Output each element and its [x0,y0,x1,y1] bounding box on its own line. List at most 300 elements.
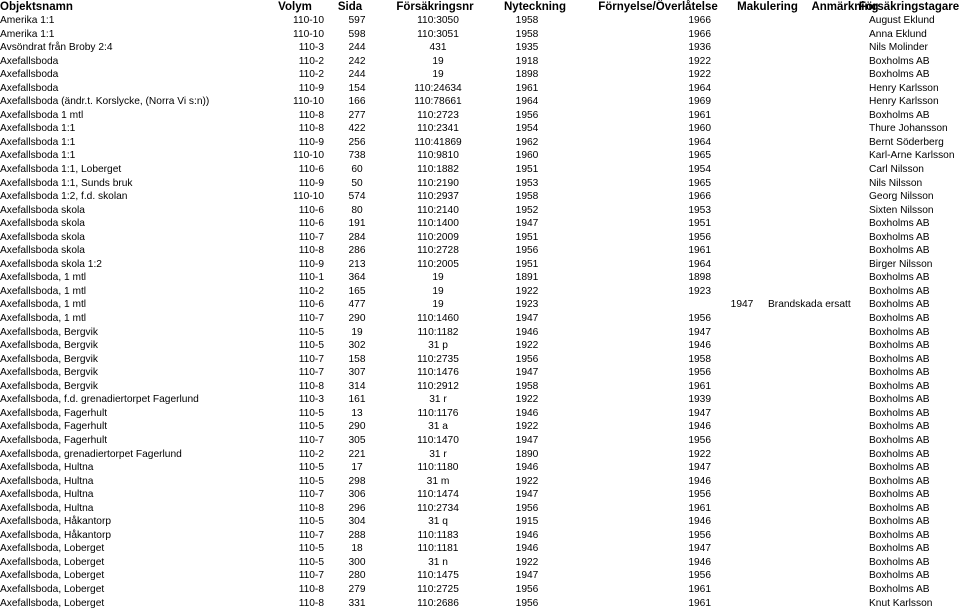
cell-fornyelse: 1947 [688,326,711,338]
cell-forsakringstagare: Boxholms AB [869,313,930,325]
cell-forsakringstagare: Henry Karlsson [869,96,939,108]
cell-fornyelse: 1954 [688,164,711,176]
cell-volym: 110-6 [298,204,324,216]
table-row [0,529,960,543]
table-row [0,556,960,570]
cell-sida: 280 [348,570,366,582]
cell-objektsnamn: Amerika 1:1 [0,15,55,26]
cell-fornyelse: 1956 [688,231,711,243]
cell-nyteckning: 1898 [515,69,539,81]
cell-objektsnamn: Axefallsboda 1:1 [0,150,76,162]
cell-nyteckning: 1891 [515,272,539,284]
cell-forsakringstagare: August Eklund [869,15,935,26]
cell-volym: 110-8 [298,502,324,514]
cell-volym: 110-9 [298,82,324,94]
cell-nyteckning: 1947 [515,489,539,501]
cell-sida: 298 [348,475,366,487]
cell-forsakringstagare: Boxholms AB [869,69,930,81]
cell-nyteckning: 1958 [515,28,539,40]
cell-forsakringstagare: Boxholms AB [869,502,930,514]
cell-forsakringsnr: 31 p [428,340,448,352]
cell-nyteckning: 1946 [515,529,539,541]
table-row [0,28,960,42]
column-header-forsakringsnr: Försäkringsnr [396,1,474,13]
table-row [0,285,960,299]
cell-objektsnamn: Axefallsboda skola [0,218,85,230]
cell-volym: 110-9 [298,258,324,270]
cell-sida: 165 [348,285,366,297]
cell-objektsnamn: Axefallsboda, Loberget [0,570,105,582]
cell-fornyelse: 1961 [688,380,711,392]
cell-forsakringsnr: 110:1476 [417,367,459,379]
cell-nyteckning: 1947 [515,218,539,230]
column-header-nyteckning: Nyteckning [504,1,566,13]
cell-forsakringstagare: Boxholms AB [869,394,930,406]
cell-fornyelse: 1922 [688,55,711,67]
cell-forsakringstagare: Boxholms AB [869,380,930,392]
cell-forsakringsnr: 110:78661 [414,96,462,108]
header-row [0,0,960,14]
column-header-forsakringstagare: Försäkringstagare [858,1,960,13]
cell-objektsnamn: Axefallsboda, Fagerhult [0,434,108,446]
cell-nyteckning: 1890 [515,448,539,460]
cell-sida: 80 [351,204,363,216]
cell-forsakringstagare: Boxholms AB [869,285,930,297]
cell-forsakringstagare: Boxholms AB [869,556,930,568]
cell-nyteckning: 1951 [515,231,539,243]
cell-nyteckning: 1923 [515,299,539,311]
cell-forsakringstagare: Bernt Söderberg [869,136,944,148]
cell-forsakringsnr: 110:1470 [417,434,459,446]
cell-volym: 110-7 [298,313,324,325]
cell-objektsnamn: Axefallsboda skola [0,204,85,216]
cell-sida: 244 [348,69,366,81]
cell-sida: 314 [348,380,366,392]
cell-sida: 213 [348,258,366,270]
cell-sida: 738 [348,150,366,162]
cell-forsakringstagare: Boxholms AB [869,109,930,121]
table-row [0,461,960,475]
cell-forsakringstagare: Georg Nilsson [869,191,934,203]
cell-forsakringsnr: 110:24634 [414,82,462,94]
table-row [0,339,960,353]
cell-objektsnamn: Axefallsboda, Bergvik [0,367,98,379]
cell-sida: 574 [348,191,366,203]
cell-objektsnamn: Axefallsboda 1:1 [0,123,76,135]
cell-forsakringstagare: Boxholms AB [869,583,930,595]
cell-forsakringsnr: 110:1183 [417,529,459,541]
cell-sida: 161 [348,394,366,406]
column-header-volym: Volym [278,1,312,13]
cell-objektsnamn: Axefallsboda skola [0,245,85,257]
cell-forsakringstagare: Boxholms AB [869,340,930,352]
cell-sida: 17 [351,462,363,474]
cell-nyteckning: 1922 [515,340,539,352]
cell-objektsnamn: Axefallsboda, 1 mtl [0,272,87,284]
cell-nyteckning: 1954 [515,123,539,135]
table-row [0,82,960,96]
cell-objektsnamn: Axefallsboda, Fagerhult [0,407,108,419]
cell-fornyelse: 1922 [688,448,711,460]
cell-fornyelse: 1956 [688,529,711,541]
cell-forsakringsnr: 110:41869 [414,136,462,148]
cell-forsakringsnr: 31 r [429,448,447,460]
cell-forsakringstagare: Boxholms AB [869,231,930,243]
cell-forsakringsnr: 110:1475 [417,570,459,582]
cell-fornyelse: 1947 [688,407,711,419]
table-row [0,597,960,611]
cell-sida: 277 [348,109,366,121]
cell-forsakringsnr: 110:3051 [417,28,459,40]
cell-nyteckning: 1953 [515,177,539,189]
cell-sida: 364 [348,272,366,284]
cell-forsakringstagare: Boxholms AB [869,543,930,555]
cell-forsakringstagare: Boxholms AB [869,218,930,230]
cell-forsakringsnr: 110:1180 [417,462,459,474]
cell-forsakringsnr: 19 [432,69,444,81]
cell-objektsnamn: Axefallsboda, 1 mtl [0,285,87,297]
cell-objektsnamn: Axefallsboda, f.d. grenadiertorpet Fagerlund [0,394,199,406]
cell-volym: 110-7 [298,367,324,379]
cell-fornyelse: 1966 [688,15,711,26]
cell-sida: 50 [351,177,363,189]
table-row [0,353,960,367]
cell-forsakringsnr: 110:1882 [417,164,459,176]
cell-fornyelse: 1966 [688,191,711,203]
cell-fornyelse: 1960 [688,123,711,135]
cell-nyteckning: 1947 [515,570,539,582]
cell-sida: 286 [348,245,366,257]
cell-objektsnamn: Axefallsboda, Loberget [0,597,105,609]
cell-sida: 13 [351,407,363,419]
cell-forsakringsnr: 110:2723 [417,109,459,121]
cell-objektsnamn: Axefallsboda 1 mtl [0,109,84,121]
table-row [0,502,960,516]
cell-objektsnamn: Axefallsboda, 1 mtl [0,299,87,311]
cell-nyteckning: 1946 [515,407,539,419]
cell-fornyelse: 1961 [688,109,711,121]
table-row [0,217,960,231]
cell-forsakringstagare: Boxholms AB [869,55,930,67]
cell-forsakringstagare: Boxholms AB [869,570,930,582]
cell-forsakringsnr: 19 [432,285,444,297]
cell-objektsnamn: Avsöndrat från Broby 2:4 [0,42,113,54]
cell-forsakringstagare: Boxholms AB [869,272,930,284]
cell-sida: 306 [348,489,366,501]
cell-fornyelse: 1961 [688,597,711,609]
cell-fornyelse: 1965 [688,177,711,189]
table-row [0,380,960,394]
cell-forsakringsnr: 110:3050 [417,15,459,26]
cell-makulering: 1947 [730,299,754,311]
cell-fornyelse: 1956 [688,489,711,501]
cell-objektsnamn: Axefallsboda, Bergvik [0,326,98,338]
cell-volym: 110-7 [298,353,324,365]
cell-volym: 110-10 [293,28,324,40]
table-row [0,68,960,82]
cell-volym: 110-5 [298,421,324,433]
cell-fornyelse: 1961 [688,502,711,514]
cell-forsakringsnr: 110:1474 [417,489,459,501]
table-row [0,177,960,191]
cell-forsakringstagare: Anna Eklund [869,28,927,40]
cell-nyteckning: 1947 [515,367,539,379]
cell-nyteckning: 1956 [515,353,539,365]
table-row [0,488,960,502]
cell-fornyelse: 1953 [688,204,711,216]
cell-sida: 597 [348,15,366,26]
cell-nyteckning: 1958 [515,191,539,203]
cell-objektsnamn: Axefallsboda (ändr.t. Korslycke, (Norra Vi s:n)) [0,96,210,108]
cell-forsakringsnr: 110:2937 [417,191,459,203]
cell-forsakringsnr: 110:2735 [417,353,459,365]
cell-volym: 110-2 [298,285,324,297]
cell-volym: 110-6 [298,299,324,311]
cell-volym: 110-1 [298,272,324,284]
cell-sida: 242 [348,55,366,67]
cell-forsakringsnr: 110:2009 [417,231,459,243]
cell-nyteckning: 1952 [515,204,539,216]
cell-sida: 305 [348,434,366,446]
cell-forsakringstagare: Knut Karlsson [869,597,933,609]
cell-nyteckning: 1946 [515,543,539,555]
cell-objektsnamn: Axefallsboda, Fagerhult [0,421,108,433]
cell-nyteckning: 1915 [515,516,539,528]
cell-forsakringstagare: Boxholms AB [869,462,930,474]
table-row [0,122,960,136]
cell-forsakringsnr: 110:2725 [417,583,459,595]
cell-objektsnamn: Axefallsboda, Hultna [0,502,94,514]
cell-forsakringstagare: Boxholms AB [869,434,930,446]
cell-forsakringstagare: Boxholms AB [869,353,930,365]
cell-nyteckning: 1960 [515,150,539,162]
cell-nyteckning: 1956 [515,109,539,121]
cell-objektsnamn: Axefallsboda [0,69,59,81]
cell-volym: 110-9 [298,136,324,148]
cell-fornyelse: 1964 [688,258,711,270]
cell-forsakringsnr: 110:2190 [417,177,459,189]
cell-volym: 110-8 [298,245,324,257]
cell-forsakringstagare: Boxholms AB [869,448,930,460]
cell-objektsnamn: Axefallsboda 1:1 [0,136,76,148]
cell-forsakringstagare: Boxholms AB [869,299,930,311]
table-row [0,95,960,109]
table-row [0,312,960,326]
cell-sida: 296 [348,502,366,514]
cell-forsakringsnr: 110:9810 [417,150,459,162]
cell-sida: 290 [348,313,366,325]
cell-fornyelse: 1956 [688,570,711,582]
table-row [0,448,960,462]
cell-forsakringsnr: 110:2728 [417,245,459,257]
cell-volym: 110-5 [298,475,324,487]
cell-fornyelse: 1956 [688,313,711,325]
cell-sida: 19 [351,326,363,338]
cell-fornyelse: 1939 [688,394,711,406]
cell-forsakringsnr: 31 q [428,516,448,528]
cell-nyteckning: 1956 [515,502,539,514]
cell-forsakringsnr: 19 [432,55,444,67]
table-row [0,149,960,163]
cell-sida: 244 [348,42,366,54]
cell-volym: 110-5 [298,516,324,528]
cell-sida: 288 [348,529,366,541]
cell-objektsnamn: Axefallsboda, Bergvik [0,340,98,352]
table-row [0,136,960,150]
cell-objektsnamn: Axefallsboda, grenadiertorpet Fagerlund [0,448,182,460]
cell-nyteckning: 1951 [515,258,539,270]
cell-sida: 302 [348,340,366,352]
cell-volym: 110-10 [293,96,324,108]
cell-objektsnamn: Axefallsboda [0,55,59,67]
cell-objektsnamn: Axefallsboda, Loberget [0,543,105,555]
cell-nyteckning: 1951 [515,164,539,176]
cell-sida: 18 [351,543,363,555]
cell-volym: 110-8 [298,109,324,121]
cell-volym: 110-7 [298,529,324,541]
cell-forsakringstagare: Boxholms AB [869,421,930,433]
cell-forsakringstagare: Nils Molinder [869,42,928,54]
cell-forsakringstagare: Boxholms AB [869,326,930,338]
cell-sida: 477 [348,299,366,311]
table-row [0,407,960,421]
cell-sida: 290 [348,421,366,433]
cell-forsakringstagare: Sixten Nilsson [869,204,934,216]
table-row [0,475,960,489]
cell-volym: 110-9 [298,177,324,189]
cell-forsakringstagare: Carl Nilsson [869,164,924,176]
cell-fornyelse: 1936 [688,42,711,54]
cell-objektsnamn: Axefallsboda, Loberget [0,583,105,595]
cell-volym: 110-6 [298,164,324,176]
cell-objektsnamn: Axefallsboda, Loberget [0,556,105,568]
cell-fornyelse: 1898 [688,272,711,284]
cell-forsakringsnr: 431 [429,42,447,54]
table-row [0,434,960,448]
table-row [0,583,960,597]
cell-objektsnamn: Axefallsboda 1:1, Loberget [0,164,122,176]
cell-volym: 110-8 [298,583,324,595]
cell-nyteckning: 1958 [515,15,539,26]
cell-forsakringsnr: 31 m [426,475,450,487]
cell-volym: 110-8 [298,597,324,609]
cell-forsakringstagare: Boxholms AB [869,367,930,379]
cell-forsakringsnr: 31 n [428,556,448,568]
cell-fornyelse: 1922 [688,69,711,81]
cell-objektsnamn: Amerika 1:1 [0,28,55,40]
cell-sida: 304 [348,516,366,528]
table-row [0,41,960,55]
cell-objektsnamn: Axefallsboda skola 1:2 [0,258,102,270]
table-body [0,14,960,610]
cell-sida: 598 [348,28,366,40]
cell-forsakringstagare: Boxholms AB [869,245,930,257]
cell-nyteckning: 1947 [515,313,539,325]
cell-sida: 307 [348,367,366,379]
cell-sida: 166 [348,96,366,108]
cell-fornyelse: 1966 [688,28,711,40]
cell-forsakringsnr: 31 r [429,394,447,406]
table-row [0,258,960,272]
table-row [0,393,960,407]
table-row [0,271,960,285]
cell-forsakringsnr: 110:2686 [417,597,459,609]
cell-sida: 331 [348,597,366,609]
table-row [0,163,960,177]
cell-forsakringsnr: 19 [432,299,444,311]
cell-forsakringstagare: Nils Nilsson [869,177,923,189]
cell-sida: 300 [348,556,366,568]
cell-forsakringstagare: Boxholms AB [869,407,930,419]
table-row [0,326,960,340]
cell-nyteckning: 1958 [515,380,539,392]
table-row [0,420,960,434]
cell-fornyelse: 1946 [688,475,711,487]
cell-fornyelse: 1946 [688,516,711,528]
cell-objektsnamn: Axefallsboda, Bergvik [0,353,98,365]
table-row [0,542,960,556]
cell-forsakringsnr: 110:2005 [417,258,459,270]
cell-volym: 110-7 [298,434,324,446]
cell-forsakringsnr: 110:1460 [417,313,459,325]
cell-nyteckning: 1956 [515,245,539,257]
cell-fornyelse: 1965 [688,150,711,162]
table-row [0,204,960,218]
cell-forsakringstagare: Henry Karlsson [869,82,939,94]
cell-objektsnamn: Axefallsboda 1:1, Sunds bruk [0,177,133,189]
cell-volym: 110-7 [298,489,324,501]
cell-nyteckning: 1947 [515,434,539,446]
cell-sida: 279 [348,583,366,595]
cell-forsakringsnr: 110:2734 [417,502,459,514]
cell-sida: 284 [348,231,366,243]
cell-volym: 110-8 [298,380,324,392]
cell-nyteckning: 1922 [515,421,539,433]
cell-volym: 110-5 [298,326,324,338]
cell-forsakringsnr: 19 [432,272,444,284]
table-row [0,569,960,583]
cell-fornyelse: 1923 [688,285,711,297]
column-header-sida: Sida [337,1,363,13]
cell-volym: 110-3 [298,394,324,406]
cell-forsakringsnr: 110:2341 [417,123,459,135]
cell-volym: 110-5 [298,556,324,568]
cell-volym: 110-10 [293,191,324,203]
cell-nyteckning: 1918 [515,55,539,67]
cell-forsakringsnr: 110:1181 [417,543,459,555]
cell-nyteckning: 1956 [515,583,539,595]
column-header-anmarkning: Anmärkning [811,1,879,13]
cell-fornyelse: 1946 [688,340,711,352]
cell-volym: 110-6 [298,218,324,230]
table-row [0,55,960,69]
cell-forsakringsnr: 110:1182 [417,326,459,338]
cell-volym: 110-7 [298,231,324,243]
cell-forsakringstagare: Boxholms AB [869,516,930,528]
cell-fornyelse: 1964 [688,82,711,94]
cell-fornyelse: 1956 [688,434,711,446]
cell-nyteckning: 1962 [515,136,539,148]
cell-forsakringstagare: Birger Nilsson [869,258,933,270]
cell-volym: 110-8 [298,123,324,135]
cell-fornyelse: 1958 [688,353,711,365]
cell-sida: 221 [348,448,366,460]
cell-volym: 110-5 [298,340,324,352]
cell-forsakringstagare: Boxholms AB [869,489,930,501]
cell-volym: 110-5 [298,462,324,474]
cell-volym: 110-10 [293,150,324,162]
cell-sida: 422 [348,123,366,135]
